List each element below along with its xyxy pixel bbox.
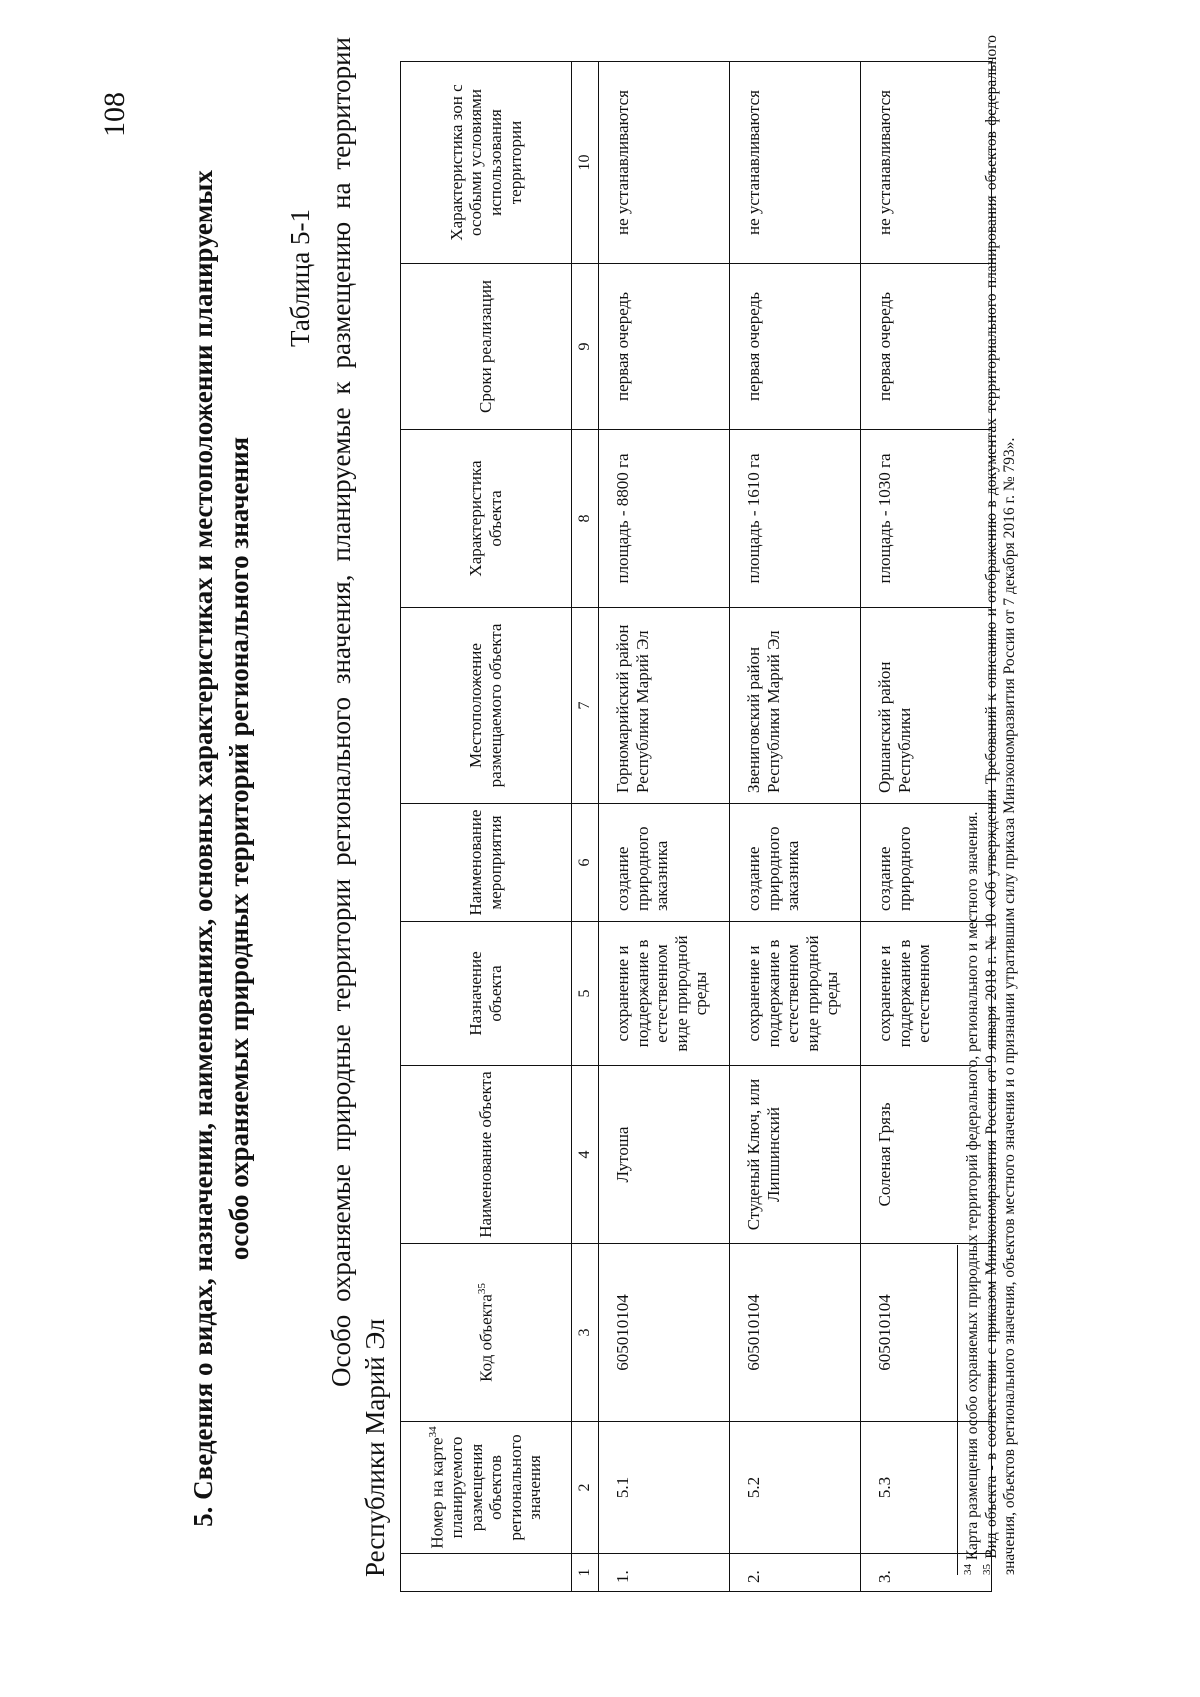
column-number-row xyxy=(572,62,599,1592)
row-object-code: 605010104 xyxy=(730,1244,861,1422)
row-location: Горномарийский район Республики Марий Эл xyxy=(599,608,730,804)
row-characteristic: площадь - 1610 га xyxy=(730,430,861,608)
row-zones: не устанавливаются xyxy=(861,62,992,264)
column-number: 4 xyxy=(572,1066,599,1244)
row-object-name: Лутоша xyxy=(599,1066,730,1244)
column-number: 8 xyxy=(572,430,599,608)
footnote-34 xyxy=(962,35,982,1575)
table-label: Таблица 5-1 xyxy=(285,209,315,347)
row-index: 2. xyxy=(730,1554,861,1592)
protected-areas-table xyxy=(400,61,992,1592)
footnote-separator xyxy=(957,1245,958,1575)
footnote-mark: 34 xyxy=(962,1564,974,1575)
header-map-number-rest: планируемого размещения объектов регионального значения xyxy=(447,1434,545,1541)
header-map-number-text: Номер на карте xyxy=(427,1437,447,1549)
row-map-number: 5.3 xyxy=(861,1422,992,1554)
header-map-number xyxy=(401,1422,572,1554)
page-number: 108 xyxy=(98,92,131,137)
row-term: первая очередь xyxy=(599,264,730,430)
header-row-index xyxy=(401,1554,572,1592)
row-location: Звениговский район Республики Марий Эл xyxy=(730,608,861,804)
table-header-row xyxy=(401,62,572,1592)
header-object-purpose: Назначение объекта xyxy=(401,922,572,1066)
footnote-35 xyxy=(981,35,1019,1575)
row-term: первая очередь xyxy=(730,264,861,430)
row-term: первая очередь xyxy=(861,264,992,430)
table-row xyxy=(599,62,730,1592)
row-measure: создание природного xyxy=(861,804,992,922)
header-object-location: Местоположение размещаемого объекта xyxy=(401,608,572,804)
column-number: 2 xyxy=(572,1422,599,1554)
footnote-text: Вид объекта - в соответствии с приказом Минэкономразвития России от 9 января 2018 г. № 10 «Об утверждении Требований к описанию и отображению в документах территориального планирования объектов федерального значения, объектов регионального значения, объектов местного значения и о признании утратившим силу приказа Минэкономразвития России от 7 декабря 2016 г. № 793». xyxy=(983,34,1018,1575)
column-number: 1 xyxy=(572,1554,599,1592)
header-object-code-text: Код объекта xyxy=(476,1294,496,1382)
row-object-name: Соленая Грязь xyxy=(861,1066,992,1244)
header-zone-characteristic: Характеристика зон с особыми условиями использования территории xyxy=(401,62,572,264)
row-object-purpose: сохранение и поддержание в естественном виде природной среды xyxy=(599,922,730,1066)
row-zones: не устанавливаются xyxy=(730,62,861,264)
row-location: Оршанский район Республики xyxy=(861,608,992,804)
row-zones: не устанавливаются xyxy=(599,62,730,264)
row-object-purpose: сохранение и поддержание в естественном виде природной среды xyxy=(730,922,861,1066)
column-number: 3 xyxy=(572,1244,599,1422)
header-object-code xyxy=(401,1244,572,1422)
table-row xyxy=(730,62,861,1592)
row-map-number: 5.2 xyxy=(730,1422,861,1554)
header-object-characteristic: Характеристика объекта xyxy=(401,430,572,608)
row-measure: создание природного заказника xyxy=(730,804,861,922)
footnote-ref-34: 34 xyxy=(427,1426,440,1438)
row-object-name: Студеный Ключ, или Липшинский xyxy=(730,1066,861,1244)
header-object-name: Наименование объекта xyxy=(401,1066,572,1244)
footnote-mark: 35 xyxy=(981,1564,993,1575)
row-characteristic: площадь - 8800 га xyxy=(599,430,730,608)
row-index: 1. xyxy=(599,1554,730,1592)
column-number: 10 xyxy=(572,62,599,264)
table-caption-line-1: Особо охраняемые природные территории регионального значения, планируемые к размещению на территории xyxy=(326,37,356,1387)
row-index: 3. xyxy=(861,1554,992,1592)
column-number: 7 xyxy=(572,608,599,804)
row-object-code: 605010104 xyxy=(861,1244,992,1422)
row-object-purpose: сохранение и поддержание в естественном xyxy=(861,922,992,1066)
row-characteristic: площадь - 1030 га xyxy=(861,430,992,608)
table-caption-line-2: Республики Марий Эл xyxy=(360,1318,390,1577)
header-measure-name: Наименование мероприятия xyxy=(401,804,572,922)
column-number: 6 xyxy=(572,804,599,922)
row-measure: создание природного заказника xyxy=(599,804,730,922)
row-map-number: 5.1 xyxy=(599,1422,730,1554)
section-heading-line-2: особо охраняемых природных территорий регионального значения xyxy=(224,436,254,1261)
footnote-ref-35: 35 xyxy=(475,1283,488,1295)
header-implementation-term: Сроки реализации xyxy=(401,264,572,430)
section-heading-line-1: 5. Сведения о видах, назначении, наименованиях, основных характеристиках и местоположении планируемых xyxy=(188,170,218,1527)
column-number: 5 xyxy=(572,922,599,1066)
footnote-text: Карта размещения особо охраняемых природных территорий федерального, регионального и местного значения. xyxy=(964,811,982,1561)
column-number: 9 xyxy=(572,264,599,430)
row-object-code: 605010104 xyxy=(599,1244,730,1422)
